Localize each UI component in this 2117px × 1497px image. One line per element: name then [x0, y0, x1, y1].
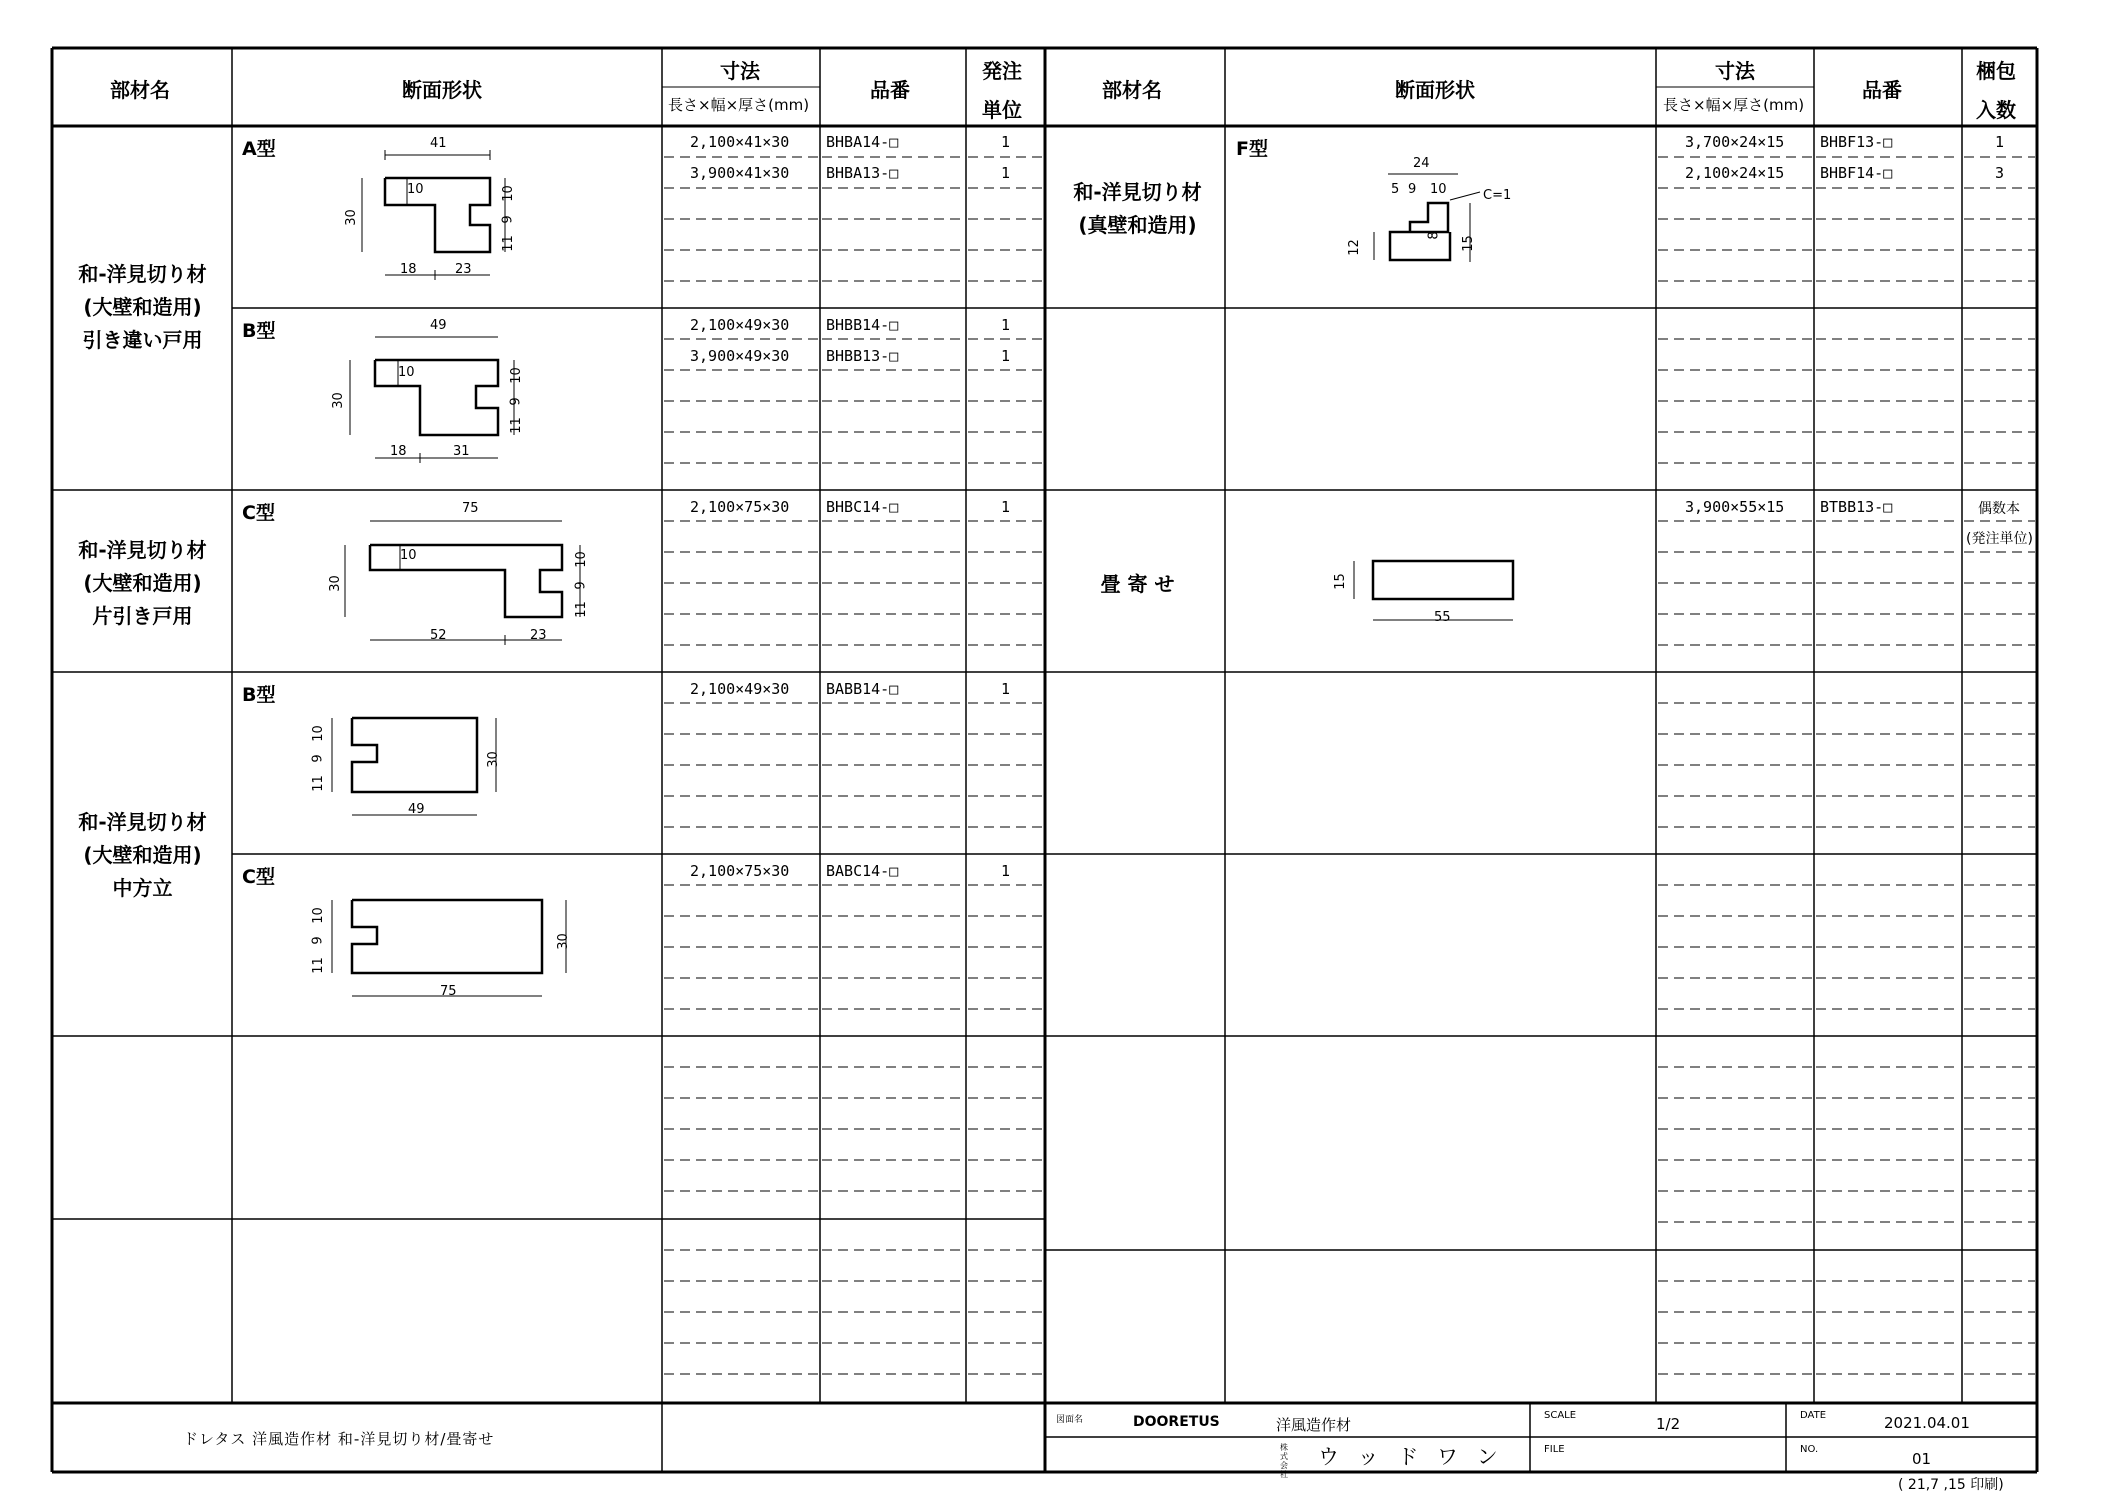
- header-product-no-right: 品番: [1862, 78, 1902, 102]
- dim-label: 9: [508, 397, 524, 406]
- section-outline: [370, 545, 562, 617]
- row-unit: 1: [1001, 347, 1011, 365]
- dim-label: 30: [327, 575, 343, 592]
- dim-label: 41: [430, 136, 447, 151]
- footer-company: ウ ッ ド ワ ン: [1318, 1445, 1504, 1469]
- group-label-mullion: 和-洋見切り材 (大壁和造用) 中方立: [78, 810, 207, 900]
- row-code: BHBB13-□: [826, 347, 899, 365]
- section-outline: [385, 178, 490, 252]
- dim-label: 10: [1430, 182, 1447, 197]
- row-code: BTBB13-□: [1820, 498, 1893, 516]
- group-label-shinkabe: 和-洋見切り材 (真壁和造用): [1073, 180, 1202, 237]
- dim-label: 30: [555, 933, 571, 950]
- type-label-c: C型: [242, 502, 275, 524]
- dim-label: 49: [408, 802, 425, 817]
- dim-label: 10: [398, 365, 415, 380]
- header-part-name: 部材名: [110, 78, 170, 102]
- header-pack-qty: 梱包: [1976, 59, 2016, 83]
- dim-label: 9: [310, 754, 326, 763]
- type-label-b-mullion: B型: [242, 684, 276, 706]
- dim-label: 30: [330, 392, 346, 409]
- dim-label: 18: [400, 262, 417, 277]
- dim-label: 75: [440, 984, 457, 999]
- dimension-leader: [1450, 192, 1480, 200]
- row-unit: 1: [1001, 133, 1011, 151]
- dim-label: 9: [573, 581, 589, 590]
- header-part-name-right: 部材名: [1102, 78, 1162, 102]
- dim-label: 11: [500, 235, 516, 252]
- header-pack-qty-2: 入数: [1976, 98, 2016, 122]
- header-product-no: 品番: [870, 78, 910, 102]
- group-label-single-sliding-door: 和-洋見切り材 (大壁和造用) 片引き戸用: [78, 538, 207, 628]
- dim-label: 9: [310, 936, 326, 945]
- dim-label: 10: [407, 182, 424, 197]
- header-order-unit: 発注: [982, 59, 1022, 83]
- dim-label: 24: [1413, 156, 1430, 171]
- row-unit: 偶数本: [1978, 501, 2020, 517]
- type-label-a: A型: [242, 138, 276, 160]
- row-size: 3,900×41×30: [690, 164, 790, 182]
- dim-label: 10: [573, 551, 589, 568]
- row-code: BHBC14-□: [826, 498, 899, 516]
- dim-label: 75: [462, 501, 479, 516]
- section-outline: [352, 718, 477, 792]
- row-unit: 1: [1001, 862, 1011, 880]
- row-size: 2,100×49×30: [690, 680, 790, 698]
- dim-label: 10: [500, 185, 516, 202]
- group-label-tatamiyose: 畳 寄 せ: [1100, 572, 1175, 596]
- row-code: BHBB14-□: [826, 316, 899, 334]
- row-code: BHBF13-□: [1820, 133, 1893, 151]
- group-label-sliding-door: 和-洋見切り材 (大壁和造用) 引き違い戸用: [78, 262, 207, 352]
- footer-no-label: NO.: [1800, 1444, 1819, 1455]
- dim-label: 11: [573, 601, 589, 618]
- header-dimension-sub: 長さ×幅×厚さ(mm): [668, 96, 810, 114]
- row-unit: 1: [1001, 316, 1011, 334]
- row-size: 2,100×75×30: [690, 498, 790, 516]
- footer-scale: 1/2: [1656, 1415, 1681, 1433]
- footer-date: 2021.04.01: [1884, 1414, 1970, 1432]
- footer-file-label: FILE: [1544, 1444, 1565, 1455]
- row-code: BHBA14-□: [826, 133, 899, 151]
- type-label-c-mullion: C型: [242, 866, 275, 888]
- section-outline: [352, 900, 542, 973]
- dim-label: 11: [310, 957, 326, 974]
- dim-label: 9: [500, 215, 516, 224]
- row-size: 2,100×75×30: [690, 862, 790, 880]
- dim-label: 23: [530, 628, 547, 643]
- row-size: 2,100×49×30: [690, 316, 790, 334]
- dim-label: 30: [343, 209, 359, 226]
- section-outline: [375, 360, 498, 435]
- footer-description: ドレタス 洋風造作材 和-洋見切り材/畳寄せ: [183, 1430, 495, 1448]
- footer-scale-label: SCALE: [1544, 1410, 1577, 1421]
- row-code: BHBA13-□: [826, 164, 899, 182]
- dim-label: 49: [430, 318, 447, 333]
- type-label-f: F型: [1236, 138, 1268, 160]
- print-note: ( 21,7 ,15 印刷): [1898, 1477, 2004, 1493]
- footer-drawing-name: DOORETUS: [1133, 1414, 1220, 1430]
- row-size: 2,100×41×30: [690, 133, 790, 151]
- header-dimension: 寸法: [720, 59, 760, 83]
- header-section-shape-right: 断面形状: [1395, 78, 1475, 102]
- dim-label: 9: [1408, 182, 1417, 197]
- tatamiyose-section: [1373, 561, 1513, 599]
- dim-label: 11: [508, 417, 524, 434]
- footer-date-label: DATE: [1800, 1410, 1827, 1421]
- dim-label: 15: [1332, 573, 1348, 590]
- row-size: 2,100×24×15: [1685, 164, 1785, 182]
- dim-label: 10: [310, 725, 326, 742]
- dim-label: 10: [508, 367, 524, 384]
- footer-company-prefix: 株式 会社: [1280, 1443, 1288, 1479]
- row-unit: 1: [1001, 680, 1011, 698]
- header-dimension-sub-right: 長さ×幅×厚さ(mm): [1663, 96, 1805, 114]
- row-unit: 1: [1001, 164, 1011, 182]
- footer-drawing-title: 洋風造作材: [1276, 1416, 1352, 1434]
- row-size: 3,900×55×15: [1685, 498, 1785, 516]
- row-unit-note: (発注単位): [1966, 531, 2033, 547]
- dim-label: 10: [400, 548, 417, 563]
- dim-label: 8: [1426, 231, 1442, 240]
- dim-label: C=1: [1483, 188, 1512, 203]
- dim-label: 15: [1460, 235, 1476, 252]
- row-unit: 3: [1995, 164, 2005, 182]
- dim-label: 30: [485, 751, 501, 768]
- row-code: BABC14-□: [826, 862, 899, 880]
- row-code: BABB14-□: [826, 680, 899, 698]
- dim-label: 31: [453, 444, 470, 459]
- dim-label: 23: [455, 262, 472, 277]
- header-section-shape: 断面形状: [402, 78, 482, 102]
- row-code: BHBF14-□: [1820, 164, 1893, 182]
- footer-no: 01: [1912, 1450, 1932, 1468]
- dim-label: 52: [430, 628, 447, 643]
- dim-label: 18: [390, 444, 407, 459]
- dim-label: 12: [1346, 239, 1362, 256]
- row-unit: 1: [1995, 133, 2005, 151]
- dim-label: 11: [310, 775, 326, 792]
- dim-label: 10: [310, 907, 326, 924]
- row-size: 3,900×49×30: [690, 347, 790, 365]
- footer-drawing-label: 図面名: [1056, 1415, 1084, 1425]
- header-order-unit-2: 単位: [982, 98, 1022, 122]
- row-size: 3,700×24×15: [1685, 133, 1785, 151]
- row-unit: 1: [1001, 498, 1011, 516]
- dim-label: 5: [1391, 182, 1400, 197]
- dim-label: 55: [1434, 610, 1451, 625]
- header-dimension-right: 寸法: [1715, 59, 1755, 83]
- type-label-b: B型: [242, 320, 276, 342]
